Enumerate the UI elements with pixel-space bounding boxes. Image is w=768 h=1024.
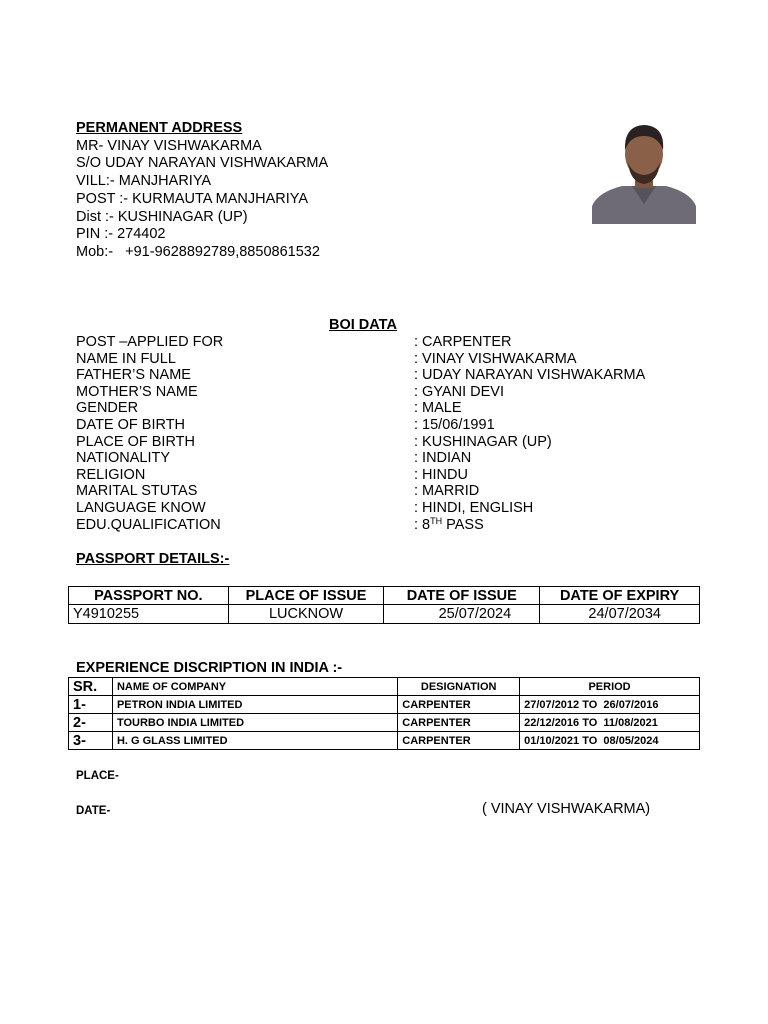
experience-designation: CARPENTER	[398, 714, 520, 732]
experience-header-row	[69, 678, 700, 696]
table-row	[69, 732, 700, 750]
boi-label: MOTHER’S NAME	[76, 383, 198, 400]
boi-value: : HINDI, ENGLISH	[414, 499, 534, 516]
passport-details-heading: PASSPORT DETAILS:-	[76, 551, 230, 567]
qualification-suffix: PASS	[442, 516, 484, 533]
experience-sr: 1-	[69, 696, 113, 714]
address-line-mobile: Mob:- +91-9628892789,8850861532	[76, 243, 320, 260]
experience-header-cell: SR.	[69, 678, 113, 696]
experience-heading: EXPERIENCE DISCRIPTION IN INDIA :-	[76, 660, 343, 676]
address-line-pin: PIN :- 274402	[76, 226, 166, 243]
address-line-district: Dist :- KUSHINAGAR (UP)	[76, 208, 248, 225]
experience-header-cell: DESIGNATION	[398, 678, 520, 696]
boi-value: : 15/06/1991	[414, 416, 495, 433]
table-row	[69, 696, 700, 714]
boi-label: FATHER’S NAME	[76, 367, 191, 384]
address-line-name: MR- VINAY VISHWAKARMA	[76, 137, 262, 154]
experience-designation: CARPENTER	[398, 732, 520, 750]
passport-number: Y4910255	[69, 605, 229, 624]
experience-table	[68, 677, 700, 750]
place-label: PLACE-	[76, 770, 119, 782]
address-line-father: S/O UDAY NARAYAN VISHWAKARMA	[76, 155, 329, 172]
experience-company: TOURBO INDIA LIMITED	[112, 714, 397, 732]
experience-sr: 2-	[69, 714, 113, 732]
boi-value: : CARPENTER	[414, 334, 512, 350]
passport-header-row	[69, 587, 700, 605]
place-of-issue: LUCKNOW	[228, 605, 384, 624]
experience-sr: 3-	[69, 732, 113, 750]
boi-label: RELIGION	[76, 466, 146, 483]
table-row	[69, 714, 700, 732]
boi-value: : MALE	[414, 400, 462, 417]
boi-value: : GYANI DEVI	[414, 383, 504, 400]
date-label: DATE-	[76, 805, 111, 817]
experience-header-cell: NAME OF COMPANY	[112, 678, 397, 696]
experience-designation: CARPENTER	[398, 696, 520, 714]
experience-period: 01/10/2021 TO 08/05/2024	[520, 732, 700, 750]
boi-label: EDU.QUALIFICATION	[76, 516, 221, 533]
boi-label: NATIONALITY	[76, 450, 170, 467]
passport-header-cell: PASSPORT NO.	[69, 587, 229, 605]
passport-table	[68, 586, 700, 624]
boi-value: : MARRID	[414, 483, 480, 500]
passport-value-row	[69, 605, 700, 624]
boi-labels	[76, 334, 223, 533]
boi-value: : INDIAN	[414, 450, 472, 467]
signature-name: ( VINAY VISHWAKARMA)	[482, 801, 651, 817]
address-line-village: VILL:- MANJHARIYA	[76, 173, 212, 190]
experience-header-cell: PERIOD	[520, 678, 700, 696]
passport-header-cell: PLACE OF ISSUE	[228, 587, 384, 605]
experience-company: H. G GLASS LIMITED	[112, 732, 397, 750]
address-heading: PERMANENT ADDRESS	[76, 120, 243, 136]
boi-value: : VINAY VISHWAKARMA	[414, 350, 577, 367]
boi-label: GENDER	[76, 400, 139, 417]
applicant-photo	[592, 120, 696, 224]
experience-period: 22/12/2016 TO 11/08/2021	[520, 714, 700, 732]
boi-value: : KUSHINAGAR (UP)	[414, 433, 552, 450]
date-of-issue: 25/07/2024	[384, 605, 540, 624]
boi-label: POST –APPLIED FOR	[76, 334, 224, 350]
experience-period: 27/07/2012 TO 26/07/2016	[520, 696, 700, 714]
qualification-value: : 8	[414, 516, 431, 533]
permanent-address-block	[76, 120, 328, 262]
passport-header-cell: DATE OF EXPIRY	[540, 587, 700, 605]
qualification-superscript: TH	[430, 515, 443, 526]
boi-values	[414, 334, 645, 533]
boi-label: MARITAL STUTAS	[76, 483, 198, 500]
boi-value-qualification	[414, 517, 645, 534]
boi-label: DATE OF BIRTH	[76, 416, 186, 433]
boi-data-heading: BOI DATA	[329, 317, 397, 333]
boi-label: LANGUAGE KNOW	[76, 499, 206, 516]
date-of-expiry: 24/07/2034	[540, 605, 700, 624]
boi-value: : HINDU	[414, 466, 468, 483]
boi-value: : UDAY NARAYAN VISHWAKARMA	[414, 367, 646, 384]
passport-header-cell: DATE OF ISSUE	[384, 587, 540, 605]
experience-company: PETRON INDIA LIMITED	[112, 696, 397, 714]
boi-label: NAME IN FULL	[76, 350, 176, 367]
boi-label: PLACE OF BIRTH	[76, 433, 195, 450]
address-line-post: POST :- KURMAUTA MANJHARIYA	[76, 190, 309, 207]
